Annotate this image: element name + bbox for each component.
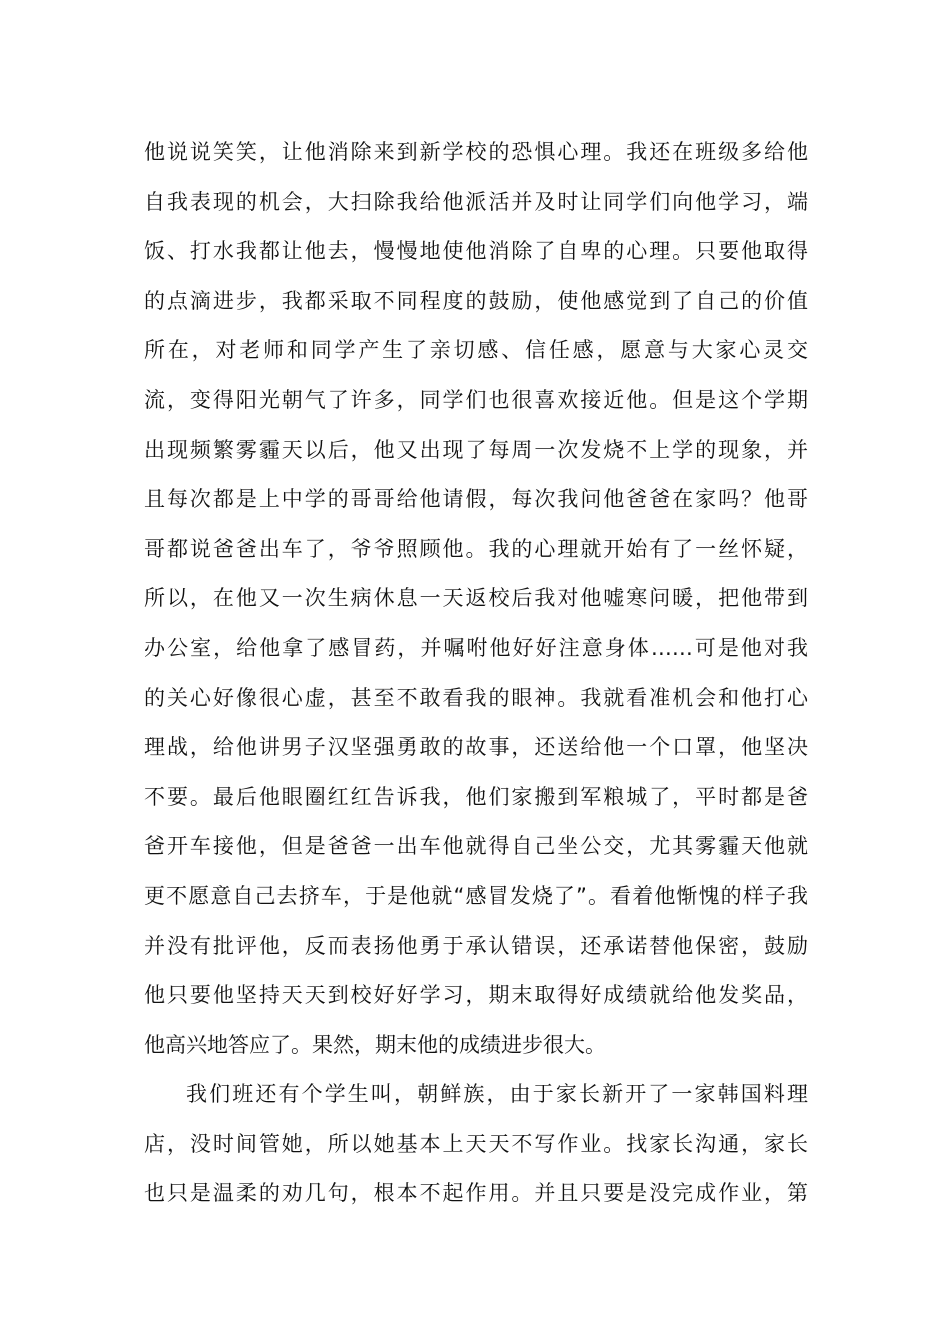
text-line: 饭、打水我都让他去，慢慢地使他消除了自卑的心理。只要他取得 xyxy=(144,239,808,264)
text-line: 哥都说爸爸出车了，爷爷照顾他。我的心理就开始有了一丝怀疑， xyxy=(144,536,808,561)
text-line: 并没有批评他，反而表扬他勇于承认错误，还承诺替他保密，鼓励 xyxy=(144,933,808,958)
text-line: 我们班还有个学生叫，朝鲜族，由于家长新开了一家韩国料理 xyxy=(186,1082,808,1107)
text-line: 的关心好像很心虚，甚至不敢看我的眼神。我就看准机会和他打心 xyxy=(144,685,808,710)
text-line: 不要。最后他眼圈红红告诉我，他们家搬到军粮城了，平时都是爸 xyxy=(144,784,808,809)
text-line: 且每次都是上中学的哥哥给他请假，每次我问他爸爸在家吗？他哥 xyxy=(144,487,808,512)
text-line: 所以，在他又一次生病休息一天返校后我对他嘘寒问暖，把他带到 xyxy=(144,586,808,611)
paragraph xyxy=(144,1070,808,1219)
text-line: 流，变得阳光朝气了许多，同学们也很喜欢接近他。但是这个学期 xyxy=(144,387,808,412)
text-line: 办公室，给他拿了感冒药，并嘱咐他好好注意身体……可是他对我 xyxy=(144,635,808,660)
paragraph xyxy=(144,128,808,1070)
text-line: 自我表现的机会，大扫除我给他派活并及时让同学们向他学习，端 xyxy=(144,189,808,214)
text-line: 他只要他坚持天天到校好好学习，期末取得好成绩就给他发奖品， xyxy=(144,983,808,1008)
text-line: 所在，对老师和同学产生了亲切感、信任感，愿意与大家心灵交 xyxy=(144,338,808,363)
body-text xyxy=(144,128,808,1219)
text-line: 他高兴地答应了。果然，期末他的成绩进步很大。 xyxy=(144,1032,606,1057)
text-line: 理战，给他讲男子汉坚强勇敢的故事，还送给他一个口罩，他坚决 xyxy=(144,735,808,760)
text-line: 店，没时间管她，所以她基本上天天不写作业。找家长沟通，家长 xyxy=(144,1131,808,1156)
text-line: 出现频繁雾霾天以后，他又出现了每周一次发烧不上学的现象，并 xyxy=(144,437,808,462)
text-line: 也只是温柔的劝几句，根本不起作用。并且只要是没完成作业，第 xyxy=(144,1181,808,1206)
text-line: 爸开车接他，但是爸爸一出车他就得自己坐公交，尤其雾霾天他就 xyxy=(144,834,808,859)
text-line: 他说说笑笑，让他消除来到新学校的恐惧心理。我还在班级多给他 xyxy=(144,140,808,164)
text-line: 更不愿意自己去挤车，于是他就“感冒发烧了”。看着他惭愧的样子我 xyxy=(144,883,808,908)
text-line: 的点滴进步，我都采取不同程度的鼓励，使他感觉到了自己的价值 xyxy=(144,288,808,313)
